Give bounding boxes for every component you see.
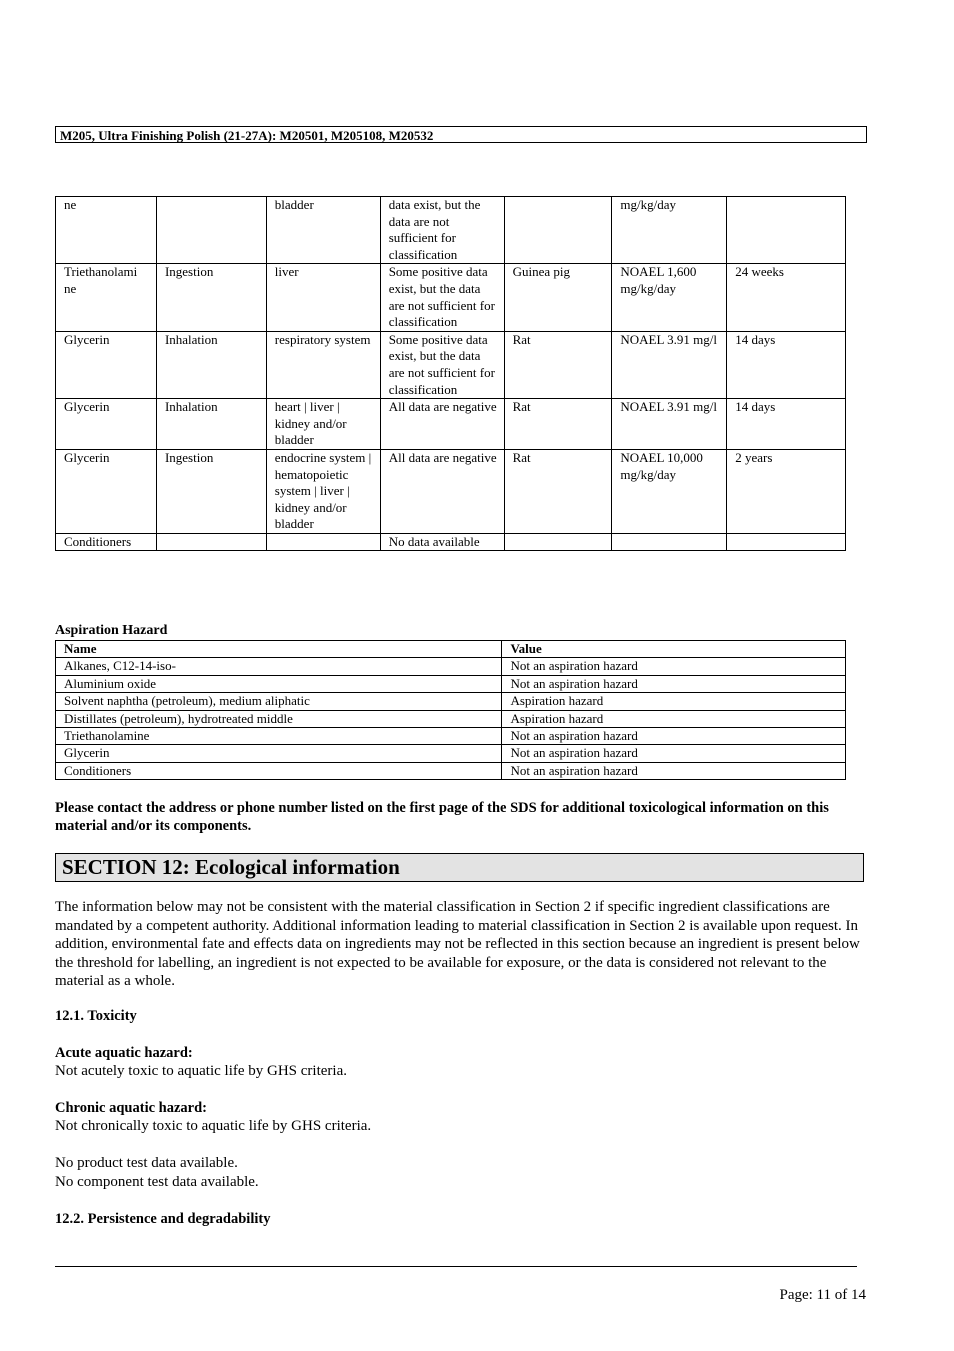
table-cell: liver: [266, 264, 380, 331]
chronic-aquatic-text: Not chronically toxic to aquatic life by GHS criteria.: [55, 1118, 372, 1134]
substance-name-cell: Glycerin: [56, 745, 502, 762]
table-header-row: [56, 641, 846, 658]
hazard-value-cell: Not an aspiration hazard: [502, 658, 846, 675]
table-cell: 2 years: [727, 449, 846, 533]
contact-note: Please contact the address or phone number listed on the first page of the SDS for additional toxicological information on this material and/or its components.: [55, 800, 829, 834]
table-row: [56, 264, 846, 331]
table-cell: Rat: [504, 449, 612, 533]
table-row: [56, 533, 846, 551]
table-cell: respiratory system: [266, 331, 380, 398]
table-cell: bladder: [266, 197, 380, 264]
table-row: [56, 728, 846, 745]
substance-name-cell: Aluminium oxide: [56, 675, 502, 692]
table-cell: Some positive data exist, but the data are not sufficient for classification: [380, 264, 504, 331]
table-cell: Ingestion: [156, 264, 266, 331]
table-row: [56, 745, 846, 762]
chronic-aquatic-heading: Chronic aquatic hazard:: [55, 1100, 207, 1116]
table-row: [56, 399, 846, 450]
table-cell: [727, 533, 846, 551]
table-cell: heart | liver | kidney and/or bladder: [266, 399, 380, 450]
footer-divider: [55, 1266, 857, 1267]
table-cell: [504, 533, 612, 551]
table-cell: Rat: [504, 331, 612, 398]
hazard-value-cell: Aspiration hazard: [502, 710, 846, 727]
hazard-value-cell: Not an aspiration hazard: [502, 675, 846, 692]
table-cell: All data are negative: [380, 449, 504, 533]
table-cell: endocrine system | hematopoietic system | liver | kidney and/or bladder: [266, 449, 380, 533]
table-cell: 14 days: [727, 331, 846, 398]
table-cell: [266, 533, 380, 551]
table-cell: ne: [56, 197, 157, 264]
substance-name-cell: Alkanes, C12-14-iso-: [56, 658, 502, 675]
table-cell: Glycerin: [56, 399, 157, 450]
table-cell: mg/kg/day: [612, 197, 727, 264]
hazard-value-cell: Not an aspiration hazard: [502, 728, 846, 745]
aspiration-hazard-title: Aspiration Hazard: [55, 623, 168, 638]
table-row: [56, 331, 846, 398]
no-component-data-text: No component test data available.: [55, 1174, 259, 1190]
section-12-title: SECTION 12: Ecological information: [55, 853, 864, 882]
table-cell: [612, 533, 727, 551]
column-header-value: Value: [502, 641, 846, 658]
acute-aquatic-heading: Acute aquatic hazard:: [55, 1045, 193, 1061]
table-cell: No data available: [380, 533, 504, 551]
substance-name-cell: Solvent naphtha (petroleum), medium aliphatic: [56, 693, 502, 710]
table-cell: Glycerin: [56, 331, 157, 398]
table-cell: NOAEL 3.91 mg/l: [612, 399, 727, 450]
table-cell: Glycerin: [56, 449, 157, 533]
page-number: Page: 11 of 14: [779, 1287, 866, 1303]
acute-aquatic-text: Not acutely toxic to aquatic life by GHS criteria.: [55, 1063, 347, 1079]
table-cell: Rat: [504, 399, 612, 450]
table-cell: Triethanolami ne: [56, 264, 157, 331]
table-row: [56, 693, 846, 710]
table-cell: [727, 197, 846, 264]
table-cell: Inhalation: [156, 331, 266, 398]
substance-name-cell: Triethanolamine: [56, 728, 502, 745]
table-cell: [504, 197, 612, 264]
target-organ-toxicity-table: [55, 196, 846, 551]
toxicity-heading: 12.1. Toxicity: [55, 1008, 137, 1024]
no-product-data-text: No product test data available.: [55, 1155, 238, 1171]
table-cell: NOAEL 1,600 mg/kg/day: [612, 264, 727, 331]
table-row: [56, 710, 846, 727]
table-row: [56, 658, 846, 675]
section-12-intro: The information below may not be consistent with the material classification in Section 2 if specific ingredient classifications are mandated by a competent authority. Additional information leading to material classification in Section 2 is available upon request. In addition, environmental fate and effects data on ingredients may not be reflected in this section because an ingredient is present below the threshold for labelling, an ingredient is not expected to be available for exposure, or the data is considered not relevant to the material as a whole.: [55, 899, 860, 989]
table-cell: Some positive data exist, but the data are not sufficient for classification: [380, 331, 504, 398]
table-row: [56, 675, 846, 692]
table-cell: Conditioners: [56, 533, 157, 551]
table-row: [56, 762, 846, 779]
table-cell: Guinea pig: [504, 264, 612, 331]
table-cell: [156, 197, 266, 264]
table-row: [56, 197, 846, 264]
table-cell: [156, 533, 266, 551]
table-cell: Ingestion: [156, 449, 266, 533]
table-cell: 24 weeks: [727, 264, 846, 331]
substance-name-cell: Conditioners: [56, 762, 502, 779]
table-cell: All data are negative: [380, 399, 504, 450]
table-cell: NOAEL 10,000 mg/kg/day: [612, 449, 727, 533]
table-cell: data exist, but the data are not sufficient for classification: [380, 197, 504, 264]
hazard-value-cell: Not an aspiration hazard: [502, 762, 846, 779]
aspiration-hazard-table: [55, 640, 846, 780]
hazard-value-cell: Aspiration hazard: [502, 693, 846, 710]
column-header-name: Name: [56, 641, 502, 658]
table-row: [56, 449, 846, 533]
table-cell: NOAEL 3.91 mg/l: [612, 331, 727, 398]
table-cell: Inhalation: [156, 399, 266, 450]
persistence-heading: 12.2. Persistence and degradability: [55, 1211, 271, 1227]
document-header: M205, Ultra Finishing Polish (21-27A): M20501, M205108, M20532: [55, 126, 867, 143]
hazard-value-cell: Not an aspiration hazard: [502, 745, 846, 762]
substance-name-cell: Distillates (petroleum), hydrotreated middle: [56, 710, 502, 727]
table-cell: 14 days: [727, 399, 846, 450]
